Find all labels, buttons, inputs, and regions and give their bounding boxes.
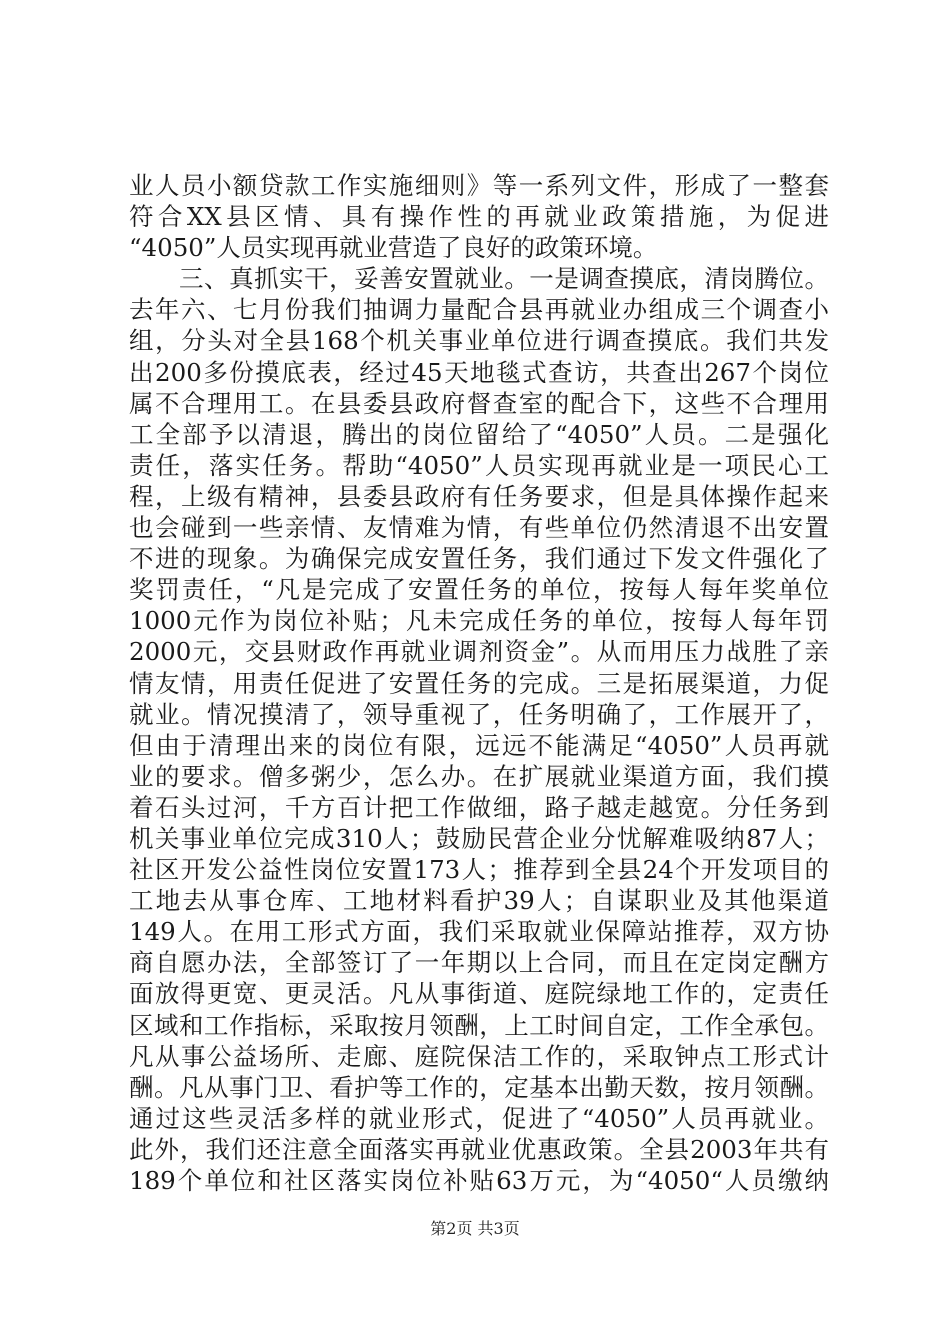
text-line: 就业。情况摸清了，领导重视了，任务明确了，工作展开了， xyxy=(129,699,829,729)
text-line: 着石头过河，千方百计把工作做细，路子越走越宽。分任务到 xyxy=(129,792,829,822)
text-line: 工全部予以清退，腾出的岗位留给了“4050”人员。二是强化 xyxy=(129,419,829,449)
text-line: 奖罚责任，“凡是完成了安置任务的单位，按每人每年奖单位 xyxy=(129,575,829,605)
text-line: 此外，我们还注意全面落实再就业优惠政策。全县2003年共有 xyxy=(129,1134,829,1164)
text-line: 凡从事公益场所、走廊、庭院保洁工作的，采取钟点工形式计 xyxy=(129,1041,829,1071)
text-line: 出200多份摸底表，经过45天地毯式查访，共查出267个岗位 xyxy=(129,357,829,387)
text-line: 1000元作为岗位补贴；凡未完成任务的单位，按每人每年罚 xyxy=(129,606,829,636)
text-line: 工地去从事仓库、工地材料看护39人；自谋职业及其他渠道 xyxy=(129,886,829,916)
text-line: 业的要求。僧多粥少，怎么办。在扩展就业渠道方面，我们摸 xyxy=(129,761,829,791)
text-line: 情友情，用责任促进了安置任务的完成。三是拓展渠道，力促 xyxy=(129,668,829,698)
body-text xyxy=(129,170,829,1196)
text-line: 属不合理用工。在县委县政府督查室的配合下，这些不合理用 xyxy=(129,388,829,418)
text-line: 商自愿办法，全部签订了一年期以上合同，而且在定岗定酬方 xyxy=(129,948,829,978)
text-line: 通过这些灵活多样的就业形式，促进了“4050”人员再就业。 xyxy=(129,1103,829,1133)
text-line: 也会碰到一些亲情、友情难为情，有些单位仍然清退不出安置 xyxy=(129,513,829,543)
text-line: 面放得更宽、更灵活。凡从事街道、庭院绿地工作的，定责任 xyxy=(129,979,829,1009)
text-line: 责任，落实任务。帮助“4050”人员实现再就业是一项民心工 xyxy=(129,450,829,480)
page-number: 第2页 共3页 xyxy=(430,1219,520,1238)
text-line: 149人。在用工形式方面，我们采取就业保障站推荐，双方协 xyxy=(129,917,829,947)
text-line: 189个单位和社区落实岗位补贴63万元，为“4050“人员缴纳 xyxy=(129,1166,829,1195)
text-line: 2000元，交县财政作再就业调剂资金”。从而用压力战胜了亲 xyxy=(129,637,829,667)
text-line: “4050”人员实现再就业营造了良好的政策环境。 xyxy=(129,233,658,263)
text-line: 区域和工作指标，采取按月领酬，上工时间自定，工作全承包。 xyxy=(129,1010,829,1040)
text-line: 程，上级有精神，县委县政府有任务要求，但是具体操作起来 xyxy=(129,481,829,511)
text-line: 去年六、七月份我们抽调力量配合县再就业办组成三个调查小 xyxy=(129,295,829,325)
text-line: 社区开发公益性岗位安置173人；推荐到全县24个开发项目的 xyxy=(129,855,829,885)
text-line: 不进的现象。为确保完成安置任务，我们通过下发文件强化了 xyxy=(129,544,829,574)
text-line: 机关事业单位完成310人；鼓励民营企业分忧解难吸纳87人； xyxy=(129,823,829,853)
text-line: 业人员小额贷款工作实施细则》等一系列文件，形成了一整套 xyxy=(129,171,829,200)
page-footer xyxy=(0,1216,950,1239)
text-line: 组，分头对全县168个机关事业单位进行调查摸底。我们共发 xyxy=(129,326,829,356)
text-line: 但由于清理出来的岗位有限，远远不能满足“4050”人员再就 xyxy=(129,730,829,760)
text-line: 三、真抓实干，妥善安置就业。一是调查摸底，清岗腾位。 xyxy=(129,264,829,294)
text-line: 酬。凡从事门卫、看护等工作的，定基本出勤天数，按月领酬。 xyxy=(129,1072,829,1102)
text-line: 符合XX县区情、具有操作性的再就业政策措施，为促进 xyxy=(129,202,829,232)
